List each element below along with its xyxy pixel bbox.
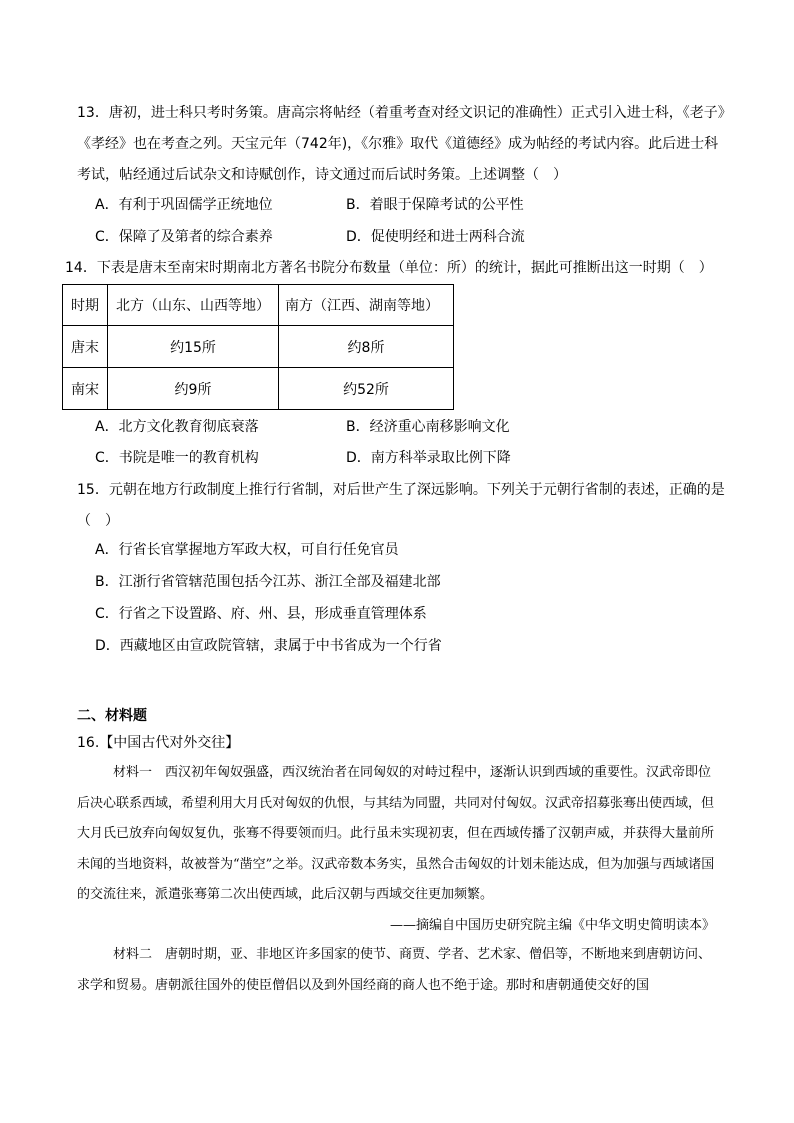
q14-option-c[interactable]: C．书院是唯一的教育机构 — [95, 450, 259, 466]
material-one: 材料一 西汉初年匈奴强盛，西汉统治者在同匈奴的对峙过程中，逐渐认识到西域的重要性。汉武帝即位后决心联系西域，希望利用大月氏对匈奴的仇恨，与其结为同盟，共同对付匈奴。汉武帝招募张骞出使西域，但大月氏已放弃向匈奴复仇，张骞不得要领而归。此行虽未实现初衷，但在西域传播了汉朝声威，并获得大量前所未闻的当地资料，故被誉为“凿空”之举。汉武帝数本务实，虽然合击匈奴的计划未能达成，但为加强与西域诸国的交流往来，派遣张骞第二次出使西域，此后汉朝与西域交往更加频繁。 — [77, 765, 715, 902]
table-header-cell: 北方（山东、山西等地） — [108, 285, 279, 326]
table-row — [63, 326, 454, 368]
table-cell: 约52所 — [279, 368, 454, 410]
academy-distribution-table — [62, 284, 454, 410]
table-header-cell: 时期 — [63, 285, 108, 326]
table-cell: 唐末 — [63, 326, 108, 368]
q13-option-c[interactable]: C．保障了及第者的综合素养 — [95, 229, 273, 245]
table-header-row — [63, 285, 454, 326]
material-one-source: ——摘编自中国历史研究院主编《中华文明史简明读本》 — [389, 918, 715, 933]
question-13-stem: 13．唐初，进士科只考时务策。唐高宗将帖经（着重考查对经文识记的准确性）正式引入进士科，《老子》《孝经》也在考查之列。天宝元年（742年)，《尔雅》取代《道德经》成为帖经的考试内容。此后进士科考试，帖经通过后试杂文和诗赋创作，诗文通过而后试时务策。上述调整（ ） — [77, 105, 725, 183]
question-16-title: 16.【中国古代对外交往】 — [77, 735, 240, 751]
section-title: 二、材料题 — [77, 708, 147, 724]
q14-option-b[interactable]: B．经济重心南移影响文化 — [346, 419, 510, 435]
table-cell: 约15所 — [108, 326, 279, 368]
q14-option-a[interactable]: A．北方文化教育彻底衰落 — [95, 419, 259, 435]
question-15-stem: 15．元朝在地方行政制度上推行行省制，对后世产生了深远影响。下列关于元朝行省制的表述，正确的是（ ） — [77, 482, 725, 529]
q13-option-a[interactable]: A．有利于巩固儒学正统地位 — [95, 197, 273, 213]
table-cell: 约9所 — [108, 368, 279, 410]
q15-option-c[interactable]: C．行省之下设置路、府、州、县，形成垂直管理体系 — [95, 606, 427, 622]
table-header-cell: 南方（江西、湖南等地） — [279, 285, 454, 326]
q14-option-d[interactable]: D．南方科举录取比例下降 — [346, 450, 511, 466]
question-14-stem: 14．下表是唐末至南宋时期南北方著名书院分布数量（单位：所）的统计，据此可推断出这一时期（ ） — [65, 260, 713, 276]
q15-option-b[interactable]: B．江浙行省管辖范围包括今江苏、浙江全部及福建北部 — [95, 574, 441, 590]
q15-option-d[interactable]: D．西藏地区由宣政院管辖，隶属于中书省成为一个行省 — [95, 638, 442, 654]
table-row — [63, 368, 454, 410]
table-cell: 南宋 — [63, 368, 108, 410]
material-two: 材料二 唐朝时期，亚、非地区许多国家的使节、商贾、学者、艺术家、僧侣等，不断地来到唐朝访问、求学和贸易。唐朝派往国外的使臣僧侣以及到外国经商的商人也不绝于途。那时和唐朝通使交好的国 — [77, 947, 712, 993]
q15-option-a[interactable]: A．行省长官掌握地方军政大权，可自行任免官员 — [95, 542, 399, 558]
q13-option-d[interactable]: D．促使明经和进士两科合流 — [346, 229, 525, 245]
q13-option-b[interactable]: B．着眼于保障考试的公平性 — [346, 197, 524, 213]
table-cell: 约8所 — [279, 326, 454, 368]
